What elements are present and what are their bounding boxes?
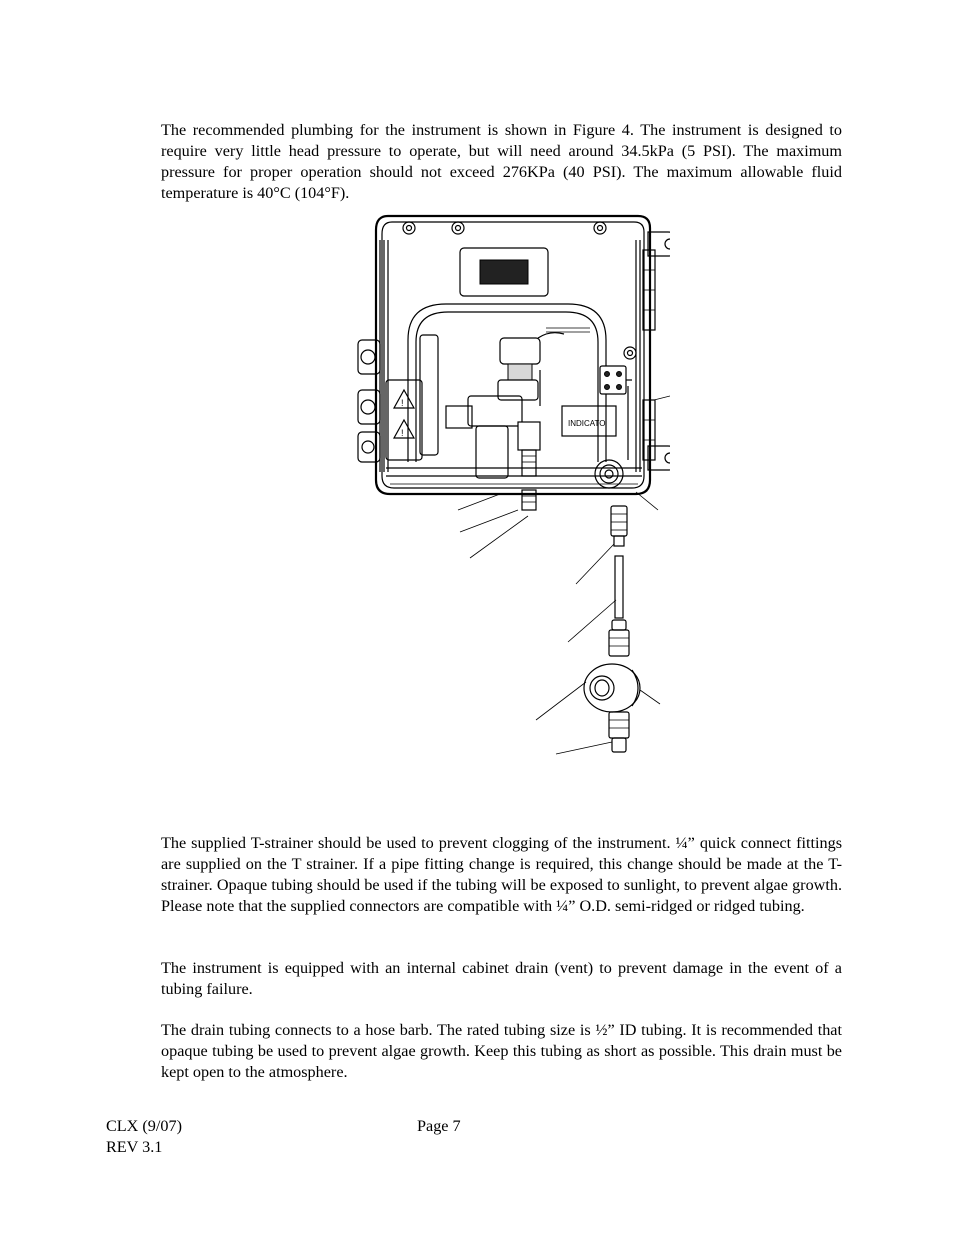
external-tubing-assembly [584,506,640,752]
svg-text:!: ! [401,398,404,408]
footer-revision: REV 3.1 [106,1138,163,1156]
footer-doc-code: CLX (9/07) [106,1117,182,1135]
paragraph-t-strainer: The supplied T-strainer should be used to prevent clogging of the instrument. ¼” quick connect fittings are supplied on the T strainer. If a pipe fitting change is required, this change should be made at the T-strainer. Opaque tubing should be used if the tubing will be exposed to sunlight, to prevent algae growth. Please note that the supplied connectors are compatible with ¼” O.D. semi-ridged or ridged tubing. [161,834,842,915]
footer-doc-info [106,1116,182,1158]
paragraph-cabinet-drain: The instrument is equipped with an internal cabinet drain (vent) to prevent damage in the event of a tubing failure. [161,959,842,998]
instrument-plumbing-drawing [350,210,670,770]
svg-text:!: ! [401,428,404,438]
callout-leaders [458,396,670,754]
paragraph-plumbing-intro: The recommended plumbing for the instrument is shown in Figure 4. The instrument is designed to require very little head pressure to operate, but will need around 34.5kPa (5 PSI). The maximum pressure for proper operation should not exceed 276KPa (40 PSI). The maximum allowable fluid temperature is 40°C (104°F). [161,121,842,202]
figure-plumbing-diagram [350,210,670,770]
paragraph-drain-tubing: The drain tubing connects to a hose barb. The rated tubing size is ½” ID tubing. It is recommended that opaque tubing be used to prevent algae growth. Keep this tubing as short as possible. This drain must be kept open to the atmosphere. [161,1021,842,1081]
mounting-tabs [648,232,670,470]
indicator-label: INDICATO [568,419,606,428]
internal-plumbing [446,328,632,510]
footer-page-number: Page 7 [417,1117,461,1135]
